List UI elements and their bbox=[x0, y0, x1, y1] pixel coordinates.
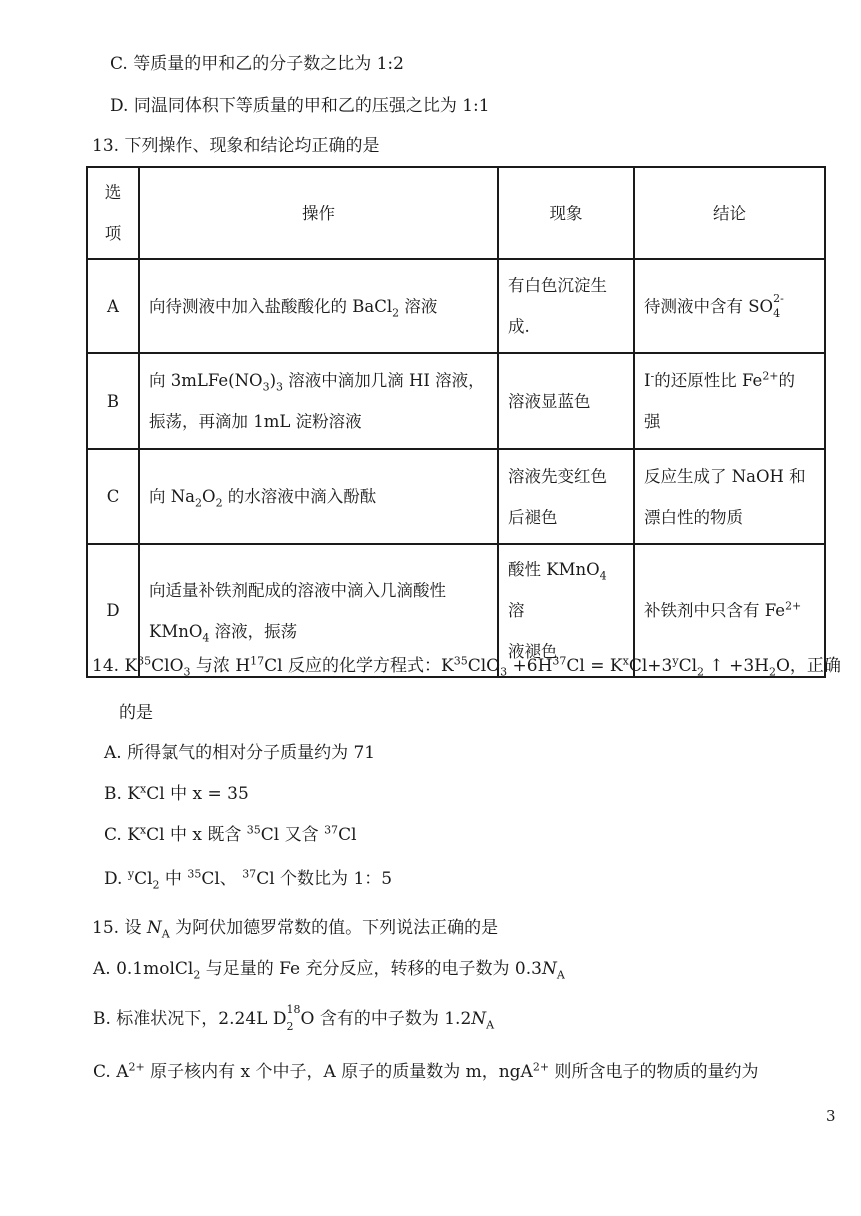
row-phenomenon: 酸性 KMnO$_4$ 溶 液褪色 bbox=[498, 544, 634, 677]
row-phenomenon: 溶液先变红色 后褪色 bbox=[498, 449, 634, 544]
row-phenomenon: 有白色沉淀生 成. bbox=[498, 259, 634, 353]
q14-option-d: D. $^yCl_2$ 中 $^{35}$Cl、 $^{37}$Cl 个数比为 1：5 bbox=[104, 867, 393, 892]
q12-option-c: C. 等质量的甲和乙的分子数之比为 1:2 bbox=[110, 54, 404, 74]
row-operation: 向待测液中加入盐酸酸化的 BaCl$_2$ 溶液 bbox=[139, 259, 498, 353]
row-option: C bbox=[87, 449, 139, 544]
header-conclusion: 结论 bbox=[634, 167, 825, 259]
q15-option-c: C. $A^{2+}$ 原子核内有 x 个中子，A 原子的质量数为 m，ngA$^{2+}$ 则所含电子的物质的量约为 bbox=[93, 1060, 759, 1082]
header-option: 选 项 bbox=[87, 167, 139, 259]
q15-option-b: B. 标准状况下，2.24L D 18 2 O 含有的中子数为 $1.2N_A$ bbox=[93, 1003, 495, 1033]
header-phenomenon: 现象 bbox=[498, 167, 634, 259]
q15-stem: 15. 设 $N_A$ 为阿伏加德罗常数的值。下列说法正确的是 bbox=[92, 918, 499, 941]
q14-option-b: B. $K^xCl$ 中 x = 35 bbox=[104, 782, 249, 804]
row-conclusion: I-的还原性比 $Fe^{2+}$的 强 bbox=[634, 353, 825, 449]
q13-stem: 13. 下列操作、现象和结论均正确的是 bbox=[92, 136, 380, 156]
row-option: B bbox=[87, 353, 139, 449]
q13-row-b bbox=[87, 353, 825, 449]
row-phenomenon: 溶液显蓝色 bbox=[498, 353, 634, 449]
q14-stem: 14. $K^{35}ClO_3$ 与浓 $H^{17}Cl$ 反应的化学方程式：$K^{35}ClO_3 +6H^{37}Cl = K^xCl+3^yCl_2$ ↑ $+3H_2O$，正确 bbox=[92, 654, 841, 679]
q13-table bbox=[86, 166, 826, 678]
row-conclusion: 待测液中含有 SO 2- 4 bbox=[634, 259, 825, 353]
row-operation: 向 $Na_2O_2$ 的水溶液中滴入酚酞 bbox=[139, 449, 498, 544]
q12-option-d: D. 同温同体积下等质量的甲和乙的压强之比为 1:1 bbox=[110, 96, 490, 116]
q14-option-c: C. $K^xCl$ 中 x 既含 $^{35}$Cl 又含 $^{37}$Cl bbox=[104, 823, 357, 845]
row-conclusion: 反应生成了 NaOH 和 漂白性的物质 bbox=[634, 449, 825, 544]
row-conclusion: 补铁剂中只含有 $Fe^{2+}$ bbox=[634, 544, 825, 677]
q14-option-a: A. 所得氯气的相对分子质量约为 71 bbox=[104, 743, 376, 763]
page-number: 3 bbox=[826, 1107, 836, 1125]
header-operation: 操作 bbox=[139, 167, 498, 259]
row-operation: 向 $3mLFe(NO_3)_3$ 溶液中滴加几滴 HI 溶液， 振荡，再滴加 1mL 淀粉溶液 bbox=[139, 353, 498, 449]
q13-header-row bbox=[87, 167, 825, 259]
row-operation: 向适量补铁剂配成的溶液中滴入几滴酸性 KMnO$_4$ 溶液，振荡 bbox=[139, 544, 498, 677]
q13-row-c bbox=[87, 449, 825, 544]
q13-row-a bbox=[87, 259, 825, 353]
row-option: D bbox=[87, 544, 139, 677]
row-option: A bbox=[87, 259, 139, 353]
q14-stem-continued: 的是 bbox=[119, 703, 153, 723]
q15-option-a: A. 0.1molCl$_2$ 与足量的 Fe 充分反应，转移的电子数为 $0.3N_A$ bbox=[93, 959, 565, 982]
